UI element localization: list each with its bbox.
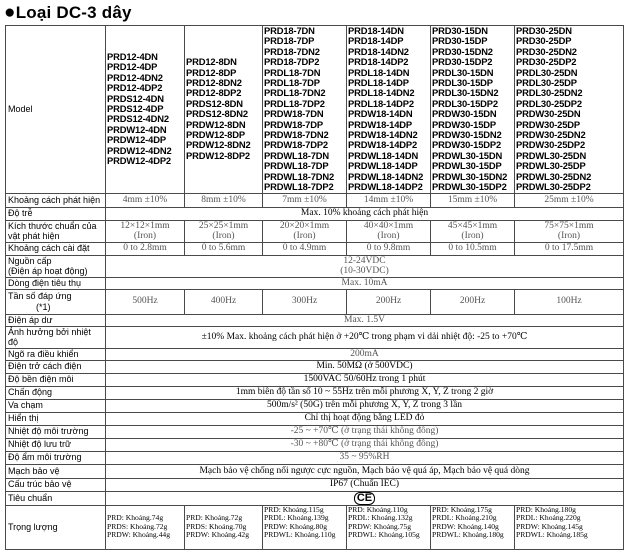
label-model: Model xyxy=(6,26,106,194)
model-name: PRDW18-14DP2 xyxy=(348,139,418,151)
model-name: PRDW18-14DN2 xyxy=(348,129,418,141)
label-weight: Trọng lượng xyxy=(6,505,106,549)
model-name: PRDWL30-15DN xyxy=(432,149,503,161)
detect-distance-5: 15mm ±10% xyxy=(431,193,515,207)
weight-6: PRD: Khoảng.180g PRDL: Khoảng.220g PRDW: Khoảng.145g PRDWL: Khoảng.185g xyxy=(515,505,624,549)
row-protection-rating xyxy=(6,478,624,491)
label-hysteresis: Độ trễ xyxy=(6,207,106,220)
hysteresis-value: Max. 10% khoảng cách phát hiện xyxy=(106,207,624,220)
model-name: PRDL18-7DP xyxy=(264,77,320,89)
model-name: PRD30-15DN xyxy=(432,25,488,36)
std-object-4: 40×40×1mm (Iron) xyxy=(347,220,431,242)
model-name: PRD12-4DP xyxy=(107,61,158,73)
model-name: PRDW18-7DN xyxy=(264,108,324,120)
model-name: PRDL30-25DP2 xyxy=(516,97,582,109)
row-humidity xyxy=(6,451,624,464)
shock-value: 500m/s² (50G) trên mỗi phương X, Y, Z trong 3 lần xyxy=(106,399,624,412)
std-object-6: 75×75×1mm (Iron) xyxy=(515,220,624,242)
model-name: PRD18-7DP xyxy=(264,35,315,47)
model-name: PRDWL18-14DP xyxy=(348,160,418,172)
protection-rating-value: IP67 (Chuẩn IEC) xyxy=(106,478,624,491)
weight-3: PRD: Khoảng.115g PRDL: Khoảng.139g PRDW: Khoảng.80g PRDWL: Khoảng.110g xyxy=(263,505,347,549)
label-output-current: Ngõ ra điều khiển xyxy=(6,348,106,360)
storage-temp-value: -30 ~ +80℃ (ở trạng thái không đông) xyxy=(106,438,624,451)
label-storage-temp: Nhiệt độ lưu trữ xyxy=(6,438,106,451)
label-vibration: Chấn động xyxy=(6,386,106,399)
humidity-value: 35 ~ 95%RH xyxy=(106,451,624,464)
label-std-object: Kích thước chuẩn của vật phát hiện xyxy=(6,220,106,242)
model-name: PRDW12-8DN xyxy=(186,118,246,130)
row-current xyxy=(6,277,624,289)
set-distance-2: 0 to 5.6mm xyxy=(185,242,263,255)
model-name: PRDL18-14DN2 xyxy=(348,87,415,99)
detect-distance-6: 25mm ±10% xyxy=(515,193,624,207)
label-detect-distance: Khoảng cách phát hiện xyxy=(6,193,106,207)
row-set-distance xyxy=(6,242,624,255)
model-col-1 xyxy=(106,26,185,194)
std-object-2: 25×25×1mm (Iron) xyxy=(185,220,263,242)
model-name: PRDW12-4DN2 xyxy=(107,144,172,156)
model-name: PRD30-15DN2 xyxy=(432,45,493,57)
model-name: PRD18-14DN xyxy=(348,25,404,36)
model-name: PRDW18-14DP xyxy=(348,118,412,130)
model-name: PRDL30-15DN xyxy=(432,66,494,78)
model-name: PRDW30-25DP2 xyxy=(516,139,586,151)
model-name: PRD12-4DN2 xyxy=(107,71,163,83)
model-name: PRDW30-25DP xyxy=(516,118,580,130)
weight-2: PRD: Khoảng.72g PRDS: Khoảng.70g PRDW: Khoảng.42g xyxy=(185,505,263,549)
model-name: PRD30-25DN2 xyxy=(516,45,577,57)
model-name: PRDWL30-25DP xyxy=(516,160,586,172)
model-name: PRDL18-7DN xyxy=(264,66,321,78)
insulation-value: Min. 50MΩ (ở 500VDC) xyxy=(106,360,624,373)
model-col-4 xyxy=(347,26,431,194)
model-name: PRD18-14DN2 xyxy=(348,45,409,57)
weight-4: PRD: Khoảng.110g PRDL: Khoảng.132g PRDW: Khoảng.75g PRDWL: Khoảng.105g xyxy=(347,505,431,549)
row-ambient-temp xyxy=(6,425,624,438)
model-name: PRD12-8DN xyxy=(186,56,237,68)
label-shock: Va chạm xyxy=(6,399,106,412)
frequency-3: 300Hz xyxy=(263,289,347,314)
model-name: PRDWL18-14DP2 xyxy=(348,181,423,193)
frequency-4: 200Hz xyxy=(347,289,431,314)
frequency-6: 100Hz xyxy=(515,289,624,314)
row-vibration xyxy=(6,386,624,399)
detect-distance-3: 7mm ±10% xyxy=(263,193,347,207)
model-name: PRDWL30-15DP2 xyxy=(432,181,507,193)
model-name: PRDWL30-25DN2 xyxy=(516,170,592,182)
model-name: PRD12-8DN2 xyxy=(186,77,242,89)
detect-distance-4: 14mm ±10% xyxy=(347,193,431,207)
model-name: PRDL30-25DN2 xyxy=(516,87,583,99)
row-hysteresis xyxy=(6,207,624,220)
row-residual-voltage xyxy=(6,314,624,326)
row-standard xyxy=(6,491,624,505)
row-indicator xyxy=(6,412,624,425)
std-object-1: 12×12×1mm (Iron) xyxy=(106,220,185,242)
model-name: PRDS12-4DN2 xyxy=(107,113,169,125)
model-name: PRDS12-4DN xyxy=(107,92,164,104)
model-name: PRDW18-7DP xyxy=(264,118,323,130)
model-name: PRDW30-25DN2 xyxy=(516,129,586,141)
std-object-5: 45×45×1mm (Iron) xyxy=(431,220,515,242)
model-col-6 xyxy=(515,26,624,194)
set-distance-5: 0 to 10.5mm xyxy=(431,242,515,255)
set-distance-1: 0 to 2.8mm xyxy=(106,242,185,255)
label-set-distance: Khoảng cách cài đặt xyxy=(6,242,106,255)
model-name: PRDW18-14DN xyxy=(348,108,413,120)
model-name: PRDW12-8DP xyxy=(186,129,245,141)
label-power: Nguồn cấp (Điện áp hoạt động) xyxy=(6,255,106,277)
dielectric-value: 1500VAC 50/60Hz trong 1 phút xyxy=(106,373,624,386)
std-object-3: 20×20×1mm (Iron) xyxy=(263,220,347,242)
model-name: PRDL30-15DN2 xyxy=(432,87,499,99)
model-name: PRDL18-14DP xyxy=(348,77,409,89)
row-dielectric xyxy=(6,373,624,386)
row-model xyxy=(6,26,624,194)
model-name: PRDW12-4DP2 xyxy=(107,155,171,167)
model-name: PRDWL30-15DP xyxy=(432,160,502,172)
model-name: PRDL30-25DN xyxy=(516,66,578,78)
temp-effect-value: ±10% Max. khoảng cách phát hiện ở +20℃ trong phạm vi dải nhiệt độ: -25 to +70℃ xyxy=(106,326,624,348)
model-name: PRDW18-7DP2 xyxy=(264,139,328,151)
model-col-5 xyxy=(431,26,515,194)
model-name: PRD30-15DP xyxy=(432,35,488,47)
model-name: PRD18-7DP2 xyxy=(264,56,320,68)
frequency-2: 400Hz xyxy=(185,289,263,314)
row-storage-temp xyxy=(6,438,624,451)
label-indicator: Hiển thị xyxy=(6,412,106,425)
row-shock xyxy=(6,399,624,412)
protection-circuit-value: Mạch bảo vệ chống nối ngược cực nguồn, Mạch bảo vệ quá áp, Mạch bảo vệ quá dòng xyxy=(106,464,624,478)
model-name: PRD12-4DN xyxy=(107,51,158,63)
model-name: PRDW30-15DP xyxy=(432,118,496,130)
set-distance-4: 0 to 9.8mm xyxy=(347,242,431,255)
model-name: PRDWL18-7DN xyxy=(264,149,330,161)
model-name: PRDW12-8DP2 xyxy=(186,149,250,161)
model-name: PRDL18-14DP2 xyxy=(348,97,414,109)
ambient-temp-value: -25 ~ +70℃ (ở trạng thái không đông) xyxy=(106,425,624,438)
weight-5: PRD: Khoảng.175g PRDL: Khoảng.210g PRDW: Khoảng.140g PRDWL: Khoảng.180g xyxy=(431,505,515,549)
model-name: PRDS12-4DP xyxy=(107,103,164,115)
model-name: PRDW12-4DP xyxy=(107,134,166,146)
row-temp-effect xyxy=(6,326,624,348)
model-name: PRDW12-4DN xyxy=(107,123,167,135)
frequency-1: 500Hz xyxy=(106,289,185,314)
residual-voltage-value: Max. 1.5V xyxy=(106,314,624,326)
model-name: PRDWL30-25DP2 xyxy=(516,181,591,193)
model-name: PRDWL30-15DN2 xyxy=(432,170,508,182)
row-frequency xyxy=(6,289,624,314)
model-name: PRDS12-8DN xyxy=(186,97,243,109)
label-protection-rating: Cấu trúc bảo vệ xyxy=(6,478,106,491)
label-temp-effect: Ảnh hưởng bởi nhiệt độ xyxy=(6,326,106,348)
model-name: PRDW30-15DN2 xyxy=(432,129,502,141)
model-name: PRD18-7DN2 xyxy=(264,45,320,57)
model-col-3 xyxy=(263,26,347,194)
label-current: Dòng điện tiêu thụ xyxy=(6,277,106,289)
model-name: PRDW30-15DN xyxy=(432,108,497,120)
label-ambient-temp: Nhiệt độ môi trường xyxy=(6,425,106,438)
label-frequency: Tần số đáp ứng (*1) xyxy=(6,289,106,314)
model-name: PRDW12-8DN2 xyxy=(186,139,251,151)
standard-cell xyxy=(106,491,624,505)
model-name: PRDL30-15DP xyxy=(432,77,493,89)
label-dielectric: Độ bền điện môi xyxy=(6,373,106,386)
model-name: PRD30-25DP2 xyxy=(516,56,577,68)
label-protection-circuit: Mạch bảo vệ xyxy=(6,464,106,478)
label-humidity: Độ ẩm môi trường xyxy=(6,451,106,464)
model-name: PRDWL18-14DN2 xyxy=(348,170,424,182)
row-output-current xyxy=(6,348,624,360)
detect-distance-2: 8mm ±10% xyxy=(185,193,263,207)
model-name: PRD30-15DP2 xyxy=(432,56,493,68)
model-name: PRDL30-15DP2 xyxy=(432,97,498,109)
label-insulation: Điện trở cách điện xyxy=(6,360,106,373)
row-detect-distance xyxy=(6,193,624,207)
vibration-value: 1mm biên độ tần số 10 ~ 55Hz trên mỗi phương X, Y, Z trong 2 giờ xyxy=(106,386,624,399)
model-name: PRD12-8DP2 xyxy=(186,87,242,99)
model-col-2 xyxy=(185,26,263,194)
row-weight xyxy=(6,505,624,549)
model-name: PRD30-25DN xyxy=(516,25,572,36)
model-name: PRDWL30-25DN xyxy=(516,149,587,161)
label-residual-voltage: Điện áp dư xyxy=(6,314,106,326)
set-distance-6: 0 to 17.5mm xyxy=(515,242,624,255)
row-std-object xyxy=(6,220,624,242)
model-name: PRDW30-15DP2 xyxy=(432,139,502,151)
model-name: PRD18-7DN xyxy=(264,25,315,36)
model-name: PRDWL18-7DN2 xyxy=(264,170,335,182)
row-insulation xyxy=(6,360,624,373)
model-name: PRDL18-7DN2 xyxy=(264,87,326,99)
set-distance-3: 0 to 4.9mm xyxy=(263,242,347,255)
power-value: 12-24VDC (10-30VDC) xyxy=(106,255,624,277)
model-name: PRD12-4DP2 xyxy=(107,82,163,94)
row-protection-circuit xyxy=(6,464,624,478)
weight-1: PRD: Khoảng.74g PRDS: Khoảng.72g PRDW: Khoảng.44g xyxy=(106,505,185,549)
output-current-value: 200mA xyxy=(106,348,624,360)
indicator-value: Chỉ thị hoạt động bằng LED đỏ xyxy=(106,412,624,425)
spec-table xyxy=(5,25,624,550)
model-name: PRDWL18-14DN xyxy=(348,149,419,161)
model-name: PRDW30-25DN xyxy=(516,108,581,120)
frequency-5: 200Hz xyxy=(431,289,515,314)
model-name: PRDWL18-7DP2 xyxy=(264,181,334,193)
model-name: PRDL18-7DP2 xyxy=(264,97,325,109)
current-value: Max. 10mA xyxy=(106,277,624,289)
bullet-icon: ● xyxy=(4,2,16,23)
ce-mark-icon: CE xyxy=(354,492,375,505)
model-name: PRD18-14DP2 xyxy=(348,56,409,68)
row-power xyxy=(6,255,624,277)
model-name: PRD12-8DP xyxy=(186,66,237,78)
model-name: PRD30-25DP xyxy=(516,35,572,47)
model-name: PRDWL18-7DP xyxy=(264,160,329,172)
detect-distance-1: 4mm ±10% xyxy=(106,193,185,207)
model-name: PRDS12-8DN2 xyxy=(186,108,248,120)
model-name: PRDL18-14DN xyxy=(348,66,410,78)
model-name: PRDW18-7DN2 xyxy=(264,129,329,141)
page-title xyxy=(4,2,132,24)
model-name: PRD18-14DP xyxy=(348,35,404,47)
model-name: PRDL30-25DP xyxy=(516,77,577,89)
page-title-text: Loại DC-3 dây xyxy=(15,3,132,22)
label-standard: Tiêu chuẩn xyxy=(6,491,106,505)
